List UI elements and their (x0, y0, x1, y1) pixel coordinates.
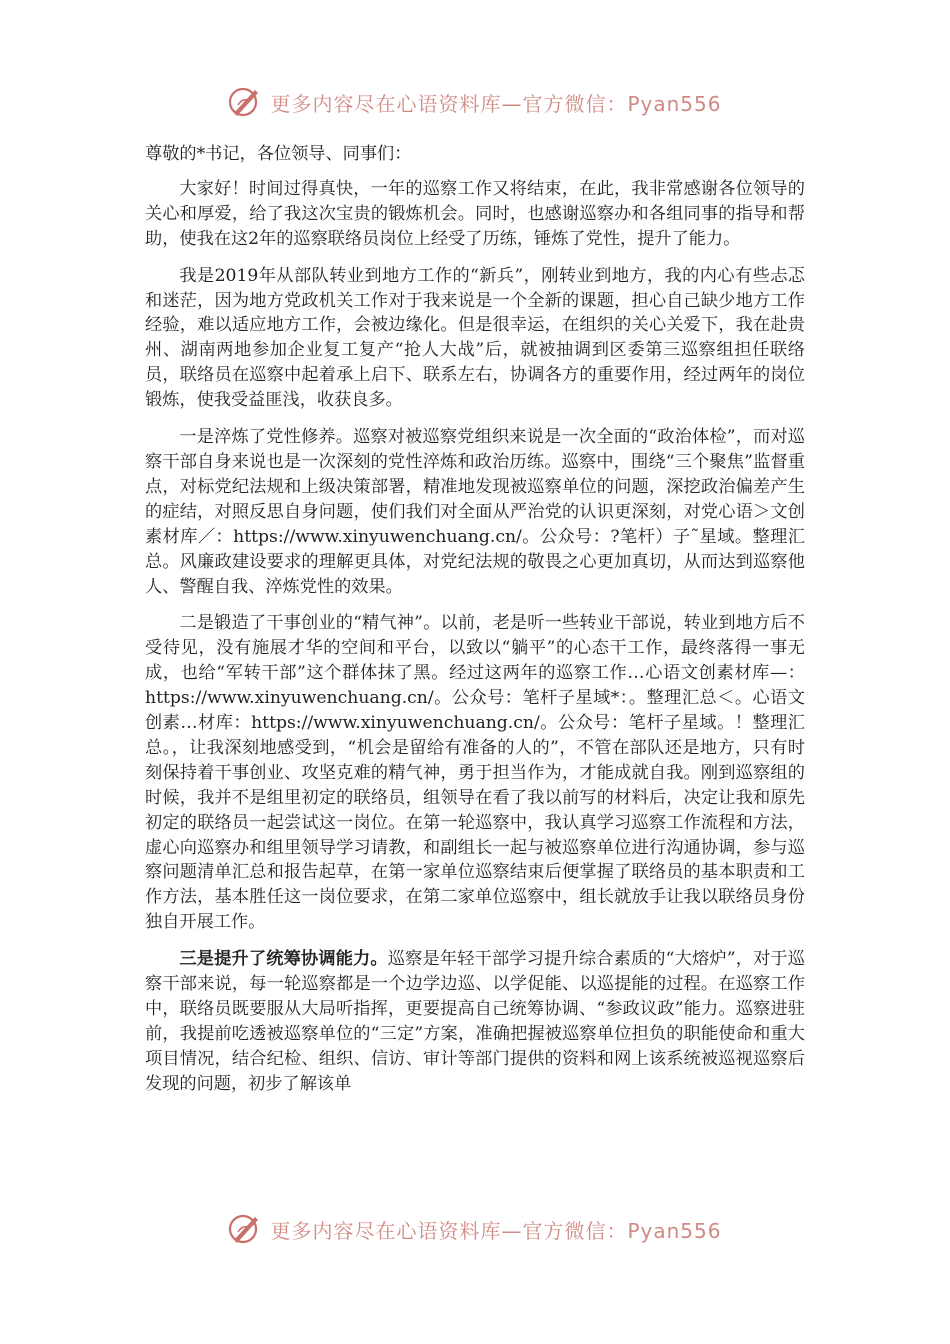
header-banner (0, 82, 950, 122)
paragraph-background: 我是2019年从部队转业到地方工作的“新兵”，刚转业到地方，我的内心有些忐忑和迷茫，因为地方党政机关工作对于我来说是一个全新的课题，担心自己缺少地方工作经验，难以适应地方工作，会被边缘化。但是很幸运，在组织的关心关爱下，我在赴贵州、湖南两地参加企业复工复产“抢人大战”后，就被抽调到区委第三巡察组担任联络员，联络员在巡察中起着承上启下、联系左右，协调各方的重要作用，经过两年的岗位锻炼，使我受益匪浅，收获良多。 (145, 265, 805, 411)
footer-banner (0, 1209, 950, 1249)
document-body (145, 142, 805, 1109)
paragraph-coordination-text: 巡察是年轻干部学习提升综合素质的“大熔炉”，对于巡察干部来说，每一轮巡察都是一个边学边巡、以学促能、以巡提能的过程。在巡察工作中，联络员既要服从大局听指挥，更要提高自己统筹协调、“参政议政”能力。巡察进驻前，我提前吃透被巡察单位的“三定”方案，准确把握被巡察单位担负的职能使命和重大项目情况，结合纪检、组织、信访、审计等部门提供的资料和网上该系统被巡视巡察后发现的问题，初步了解该单 (145, 949, 805, 1094)
salutation: 尊敬的*书记，各位领导、同事们： (145, 144, 412, 164)
paragraph-coordination-lead: 三是提升了统筹协调能力。 (179, 949, 388, 970)
paragraph-greeting: 大家好！时间过得真快，一年的巡察工作又将结束，在此，我非常感谢各位领导的关心和厚爱，给了我这次宝贵的锻炼机会。同时，也感谢巡察办和各组同事的指导和帮助，使我在这2年的巡察联络员岗位上经受了历练，锤炼了党性，提升了能力。 (145, 178, 805, 249)
paragraph-coordination (145, 947, 805, 1096)
pen-logo-icon (228, 85, 262, 119)
paragraph-party-spirit: 一是淬炼了党性修养。巡察对被巡察党组织来说是一次全面的“政治体检”，而对巡察干部自身来说也是一次深刻的党性淬炼和政治历练。巡察中，围绕“三个聚焦”监督重点，对标党纪法规和上级决策部署，精准地发现被巡察单位的问题，深挖政治偏差产生的症结，对照反思自身问题，使们我们对全面从严治党的认识更深刻，对党心语＞文创素材库／：https://www.xinyuwenchuang.cn/。公众号：?笔杆）子˜星域。整理汇总。风廉政建设要求的理解更具体，对党纪法规的敬畏之心更加真切，从而达到巡察他人、警醒自我、淬炼党性的效果。 (145, 427, 805, 597)
footer-banner-text: 更多内容尽在心语资料库—官方微信：Pyan556 (270, 1218, 722, 1243)
pen-logo-icon (228, 1212, 262, 1246)
paragraph-spirit: 二是锻造了干事创业的“精气神”。以前，老是听一些转业干部说，转业到地方后不受待见，没有施展才华的空间和平台，以致以“躺平”的心态干工作，最终落得一事无成，也给“军转干部”这个群体抹了黑。经过这两年的巡察工作…心语文创素材库—：https://www.xinyuwenchuang.cn/。公众号：笔杆子星域*：。整理汇总＜。心语文创素…材库：https://www.xinyuwenchuang.cn/。公众号：笔杆子星域。！整理汇总。，让我深刻地感受到，“机会是留给有准备的人的”，不管在部队还是地方，只有时刻保持着干事创业、攻坚克难的精气神，勇于担当作为，才能成就自我。刚到巡察组的时候，我并不是组里初定的联络员，组领导在看了我以前写的材料后，决定让我和原先初定的联络员一起尝试这一岗位。在第一轮巡察中，我认真学习巡察工作流程和方法，虚心向巡察办和组里领导学习请教，和副组长一起与被巡察单位进行沟通协调，参与巡察问题清单汇总和报告起草，在第一家单位巡察结束后便掌握了联络员的基本职责和工作方法，基本胜任这一岗位要求，在第二家单位巡察中，组长就放手让我以联络员身份独自开展工作。 (145, 613, 805, 933)
header-banner-text: 更多内容尽在心语资料库—官方微信：Pyan556 (270, 91, 722, 116)
